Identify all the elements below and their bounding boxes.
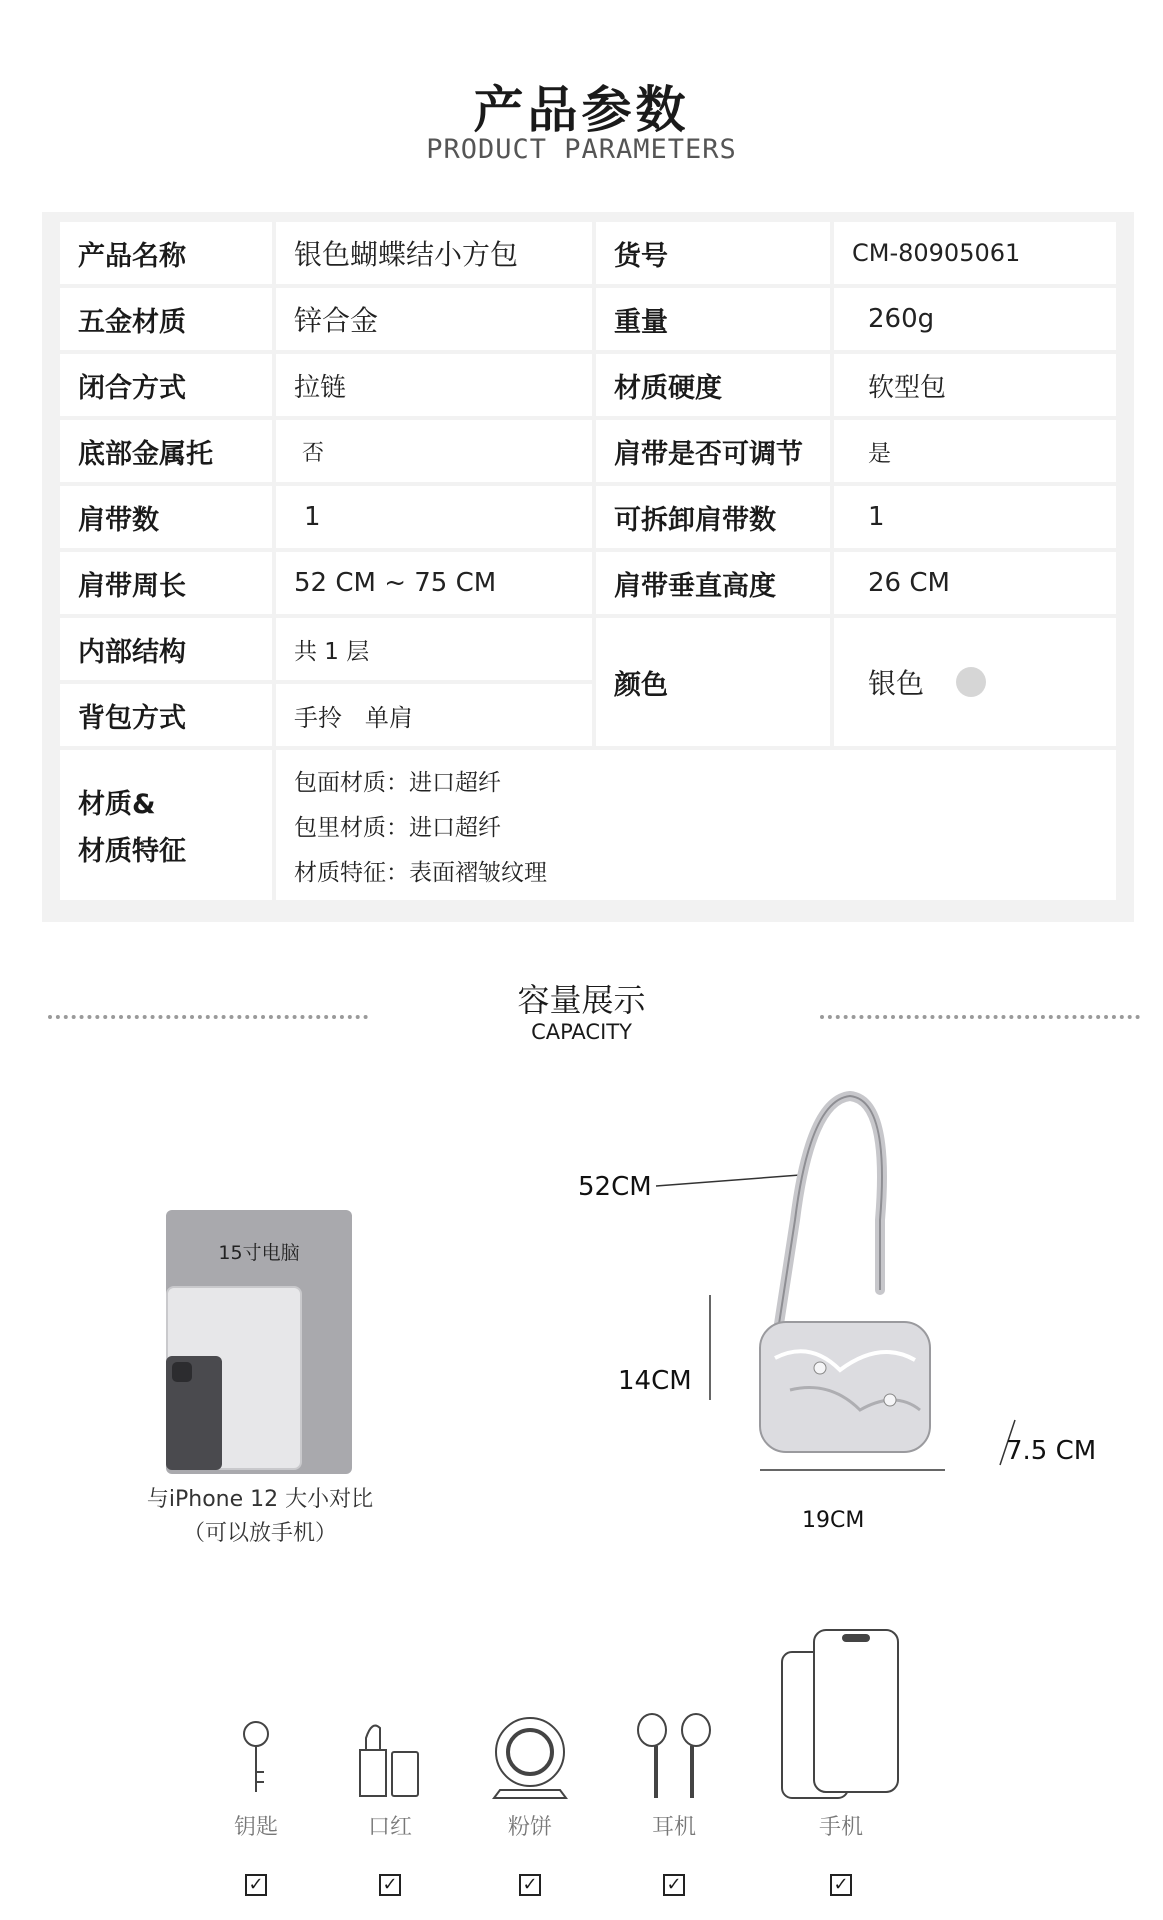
page-subtitle: PRODUCT PARAMETERS — [426, 134, 737, 165]
item-checkbox: ✓ — [830, 1874, 852, 1896]
color-label: 颜色 — [596, 618, 830, 746]
name-label: 产品名称 — [60, 222, 272, 284]
item-checkbox: ✓ — [245, 1874, 267, 1896]
page-title: 产品参数 — [473, 81, 690, 139]
compare-caption: 与iPhone 12 大小对比 — [146, 1487, 374, 1512]
material-line: 材质特征：表面褶皱纹理 — [294, 859, 547, 886]
item-earphones — [614, 1710, 734, 1895]
key-icon — [196, 1710, 316, 1800]
carry-style-label: 背包方式 — [60, 684, 272, 746]
phone-illustration — [166, 1356, 222, 1470]
item-compact — [470, 1710, 590, 1895]
material-line: 包面材质：进口超纤 — [294, 769, 501, 796]
material-label-line-2: 材质特征 — [78, 836, 186, 867]
item-checkbox: ✓ — [519, 1874, 541, 1896]
divider-right — [820, 1015, 1140, 1019]
color-swatch — [956, 667, 986, 697]
item-checkbox: ✓ — [663, 1874, 685, 1896]
item-label: 口红 — [367, 1815, 412, 1840]
item-label: 钥匙 — [233, 1815, 278, 1840]
material-label-line-1: 材质& — [78, 789, 156, 820]
item-label: 手机 — [818, 1815, 863, 1840]
detachable-label: 可拆卸肩带数 — [596, 486, 830, 548]
hardware-value: 锌合金 — [276, 288, 592, 350]
drop-height-label: 肩带垂直高度 — [596, 552, 830, 614]
strap-count-label: 肩带数 — [60, 486, 272, 548]
item-label: 粉饼 — [507, 1815, 552, 1840]
closure-label: 闭合方式 — [60, 354, 272, 416]
hardness-value: 软型包 — [834, 354, 1116, 416]
sku-label: 货号 — [596, 222, 830, 284]
adjustable-value: 是 — [834, 420, 1116, 482]
item-phone — [776, 1628, 906, 1895]
capacity-title: 容量展示 — [517, 981, 646, 1019]
depth-dimension: 7.5 CM — [1006, 1436, 1097, 1466]
inner-structure-label: 内部结构 — [60, 618, 272, 680]
divider-left — [48, 1015, 368, 1019]
earphones-icon — [614, 1710, 734, 1800]
item-checkbox: ✓ — [379, 1874, 401, 1896]
inner-structure-value: 共 1 层 — [276, 618, 592, 680]
height-dimension: 14CM — [618, 1366, 692, 1396]
laptop-label: 15寸电脑 — [218, 1242, 300, 1264]
weight-value: 260g — [834, 288, 1116, 350]
item-key — [196, 1710, 316, 1895]
sku-value: CM-80905061 — [834, 222, 1116, 284]
bag-illustration — [560, 1090, 1120, 1540]
material-label-cell — [60, 750, 272, 900]
bottom-support-value: 否 — [276, 420, 592, 482]
item-label: 耳机 — [651, 1815, 696, 1840]
strap-length-value: 52 CM ~ 75 CM — [276, 552, 592, 614]
strap-dimension: 52CM — [578, 1172, 652, 1202]
name-value: 银色蝴蝶结小方包 — [276, 222, 592, 284]
material-value-cell — [276, 750, 1116, 900]
compare-caption-note: （可以放手机） — [182, 1521, 337, 1546]
laptop-illustration — [166, 1210, 352, 1474]
closure-value: 拉链 — [276, 354, 592, 416]
weight-label: 重量 — [596, 288, 830, 350]
lipstick-icon — [330, 1710, 450, 1800]
width-dimension: 19CM — [802, 1508, 865, 1533]
hardware-label: 五金材质 — [60, 288, 272, 350]
item-lipstick — [330, 1710, 450, 1895]
bottom-support-label: 底部金属托 — [60, 420, 272, 482]
color-value: 银色 — [868, 667, 925, 700]
hardness-label: 材质硬度 — [596, 354, 830, 416]
material-line: 包里材质：进口超纤 — [294, 814, 501, 841]
capacity-subtitle: CAPACITY — [531, 1020, 632, 1044]
strap-count-value: 1 — [276, 486, 592, 548]
adjustable-label: 肩带是否可调节 — [596, 420, 830, 482]
phone-icon — [776, 1628, 906, 1800]
compact-icon — [470, 1710, 590, 1800]
color-value-cell — [834, 618, 1116, 746]
detachable-value: 1 — [834, 486, 1116, 548]
strap-length-label: 肩带周长 — [60, 552, 272, 614]
drop-height-value: 26 CM — [834, 552, 1116, 614]
parameters-table — [42, 212, 1134, 922]
carry-style-value: 手拎 单肩 — [276, 684, 592, 746]
